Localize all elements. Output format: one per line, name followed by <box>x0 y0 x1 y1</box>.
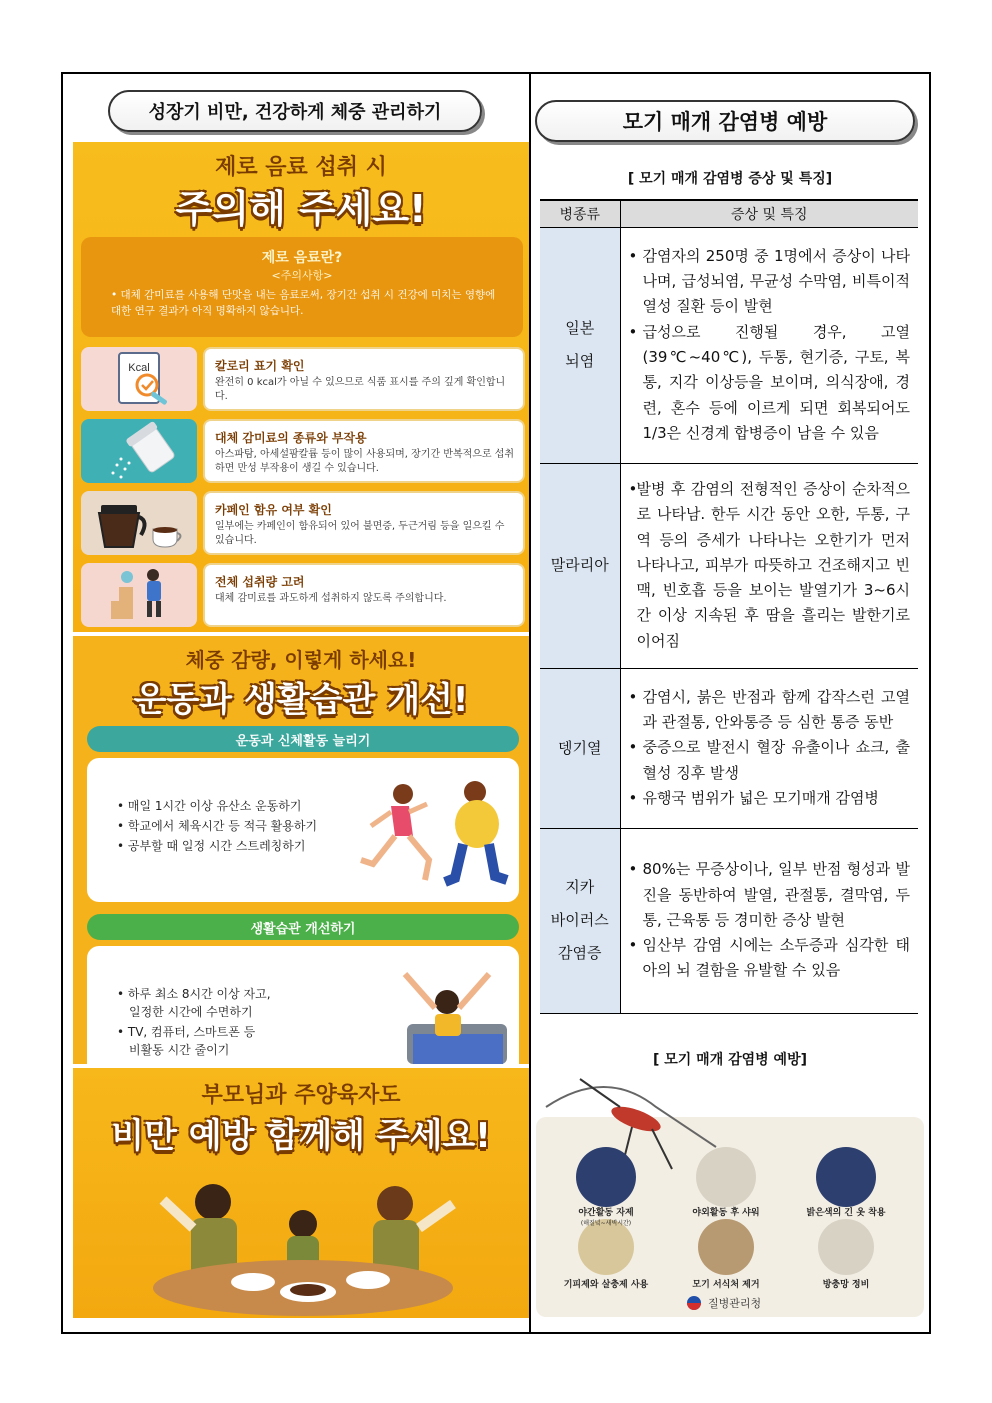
coffee-pot-icon <box>81 491 197 555</box>
stretching-kid-illustration <box>387 964 507 1064</box>
left-section-title: 성장기 비만, 건강하게 체중 관리하기 <box>108 90 482 132</box>
disease-symptoms <box>620 668 918 828</box>
lifestyle-panel <box>87 946 519 1064</box>
kcal-label-icon <box>81 347 197 411</box>
scale-person-icon <box>81 563 197 627</box>
info-title: 제로 음료란? <box>261 250 343 266</box>
agency-name: 질병관리청 <box>708 1297 762 1310</box>
disease-symptoms <box>620 463 918 668</box>
tip-body: 대체 감미료를 과도하게 섭취하지 않도록 주의합니다. <box>215 593 447 604</box>
poster2-subtitle: 체중 감량, 이렇게 하세요! <box>185 648 417 672</box>
salt-shaker-icon <box>81 419 197 483</box>
tip-heading: 카페인 함유 여부 확인 <box>215 503 332 517</box>
disease-name <box>540 463 620 668</box>
lifestyle-item: 일정한 시간에 수면하기 <box>129 1005 253 1019</box>
symptom-item: • 발병 후 감염의 전형적인 증상이 순차적으로 나타남. 한두 시간 동안 오한, 두통, 구역 등의 증세가 나타나는 오한기가 먼저 나타나고, 피부가 따뜻하고 건조해지고 빈맥, 빈호흡 등을 보이는 발열기가 3~6시간 이상 지속된 후 땀을 흘리는 발한기로 이어짐 <box>628 479 910 650</box>
disease-name-line: 감염증 <box>558 944 602 962</box>
prevention-label: 기피제와 살충제 사용 <box>563 1280 649 1290</box>
tip-card <box>203 563 525 627</box>
tip-heading: 대체 감미료의 종류와 부작용 <box>215 431 367 445</box>
symptom-item: • 감염자의 250명 중 1명에서 증상이 나타나며, 급성뇌염, 무균성 수막염, 비특이적 열성 질환 등이 발현 <box>628 246 910 316</box>
disease-name <box>540 668 620 828</box>
tip-card <box>203 491 525 555</box>
poster1-headline: 주의해 주세요! <box>175 187 427 231</box>
symptom-item: • 임산부 감염 시에는 소두증과 심각한 태아의 뇌 결함을 유발할 수 있음 <box>628 936 910 980</box>
exercise-habits-poster <box>73 636 529 1064</box>
tip-row <box>81 491 523 555</box>
symptom-item: • 감염시, 붉은 반점과 함께 갑작스런 고열과 관절통, 안와통증 등 심한 통증 동반 <box>628 687 910 732</box>
prevention-label: 모기 서식처 제거 <box>692 1280 760 1290</box>
symptom-item: • 80%는 무증상이나, 일부 반점 형성과 발진을 동반하여 발열, 관절통, 결막염, 두통, 근육통 등 경미한 증상 발현 <box>628 860 910 929</box>
tip-body: 완전히 0 kcal가 아닐 수 있으므로 식품 표시를 주의 깊게 확인합니다. <box>215 377 506 402</box>
tip-row <box>81 419 523 483</box>
disease-name-line: 뇌염 <box>565 352 595 370</box>
tip-heading: 칼로리 표기 확인 <box>215 359 305 373</box>
right-section-title: 모기 매개 감염병 예방 <box>535 100 915 142</box>
tip-card <box>203 419 525 483</box>
zero-drink-info-box <box>81 237 523 337</box>
lifestyle-section-bar: 생활습관 개선하기 <box>87 914 519 940</box>
disease-name-line: 뎅기열 <box>558 738 602 757</box>
info-body: • 대체 감미료를 사용해 단맛을 내는 음료로써, 장기간 섭취 시 건강에 미치는 영향에 대한 연구 결과가 아직 명확하지 않습니다. <box>111 289 496 317</box>
disease-name-line: 바이러스 <box>550 911 609 929</box>
exercise-item: • 공부할 때 일정 시간 스트레칭하기 <box>117 839 306 853</box>
table-row <box>540 828 918 1013</box>
poster3-headline: 비만 예방 함께해 주세요! <box>111 1116 491 1156</box>
family-meal-illustration <box>133 1164 473 1318</box>
poster1-subtitle: 제로 음료 섭취 시 <box>215 155 387 180</box>
table-row <box>540 668 918 828</box>
symptom-item: • 유행국 범위가 넓은 모기매개 감염병 <box>628 788 879 807</box>
runners-illustration <box>351 772 517 898</box>
prevention-label: 방충망 정비 <box>822 1280 870 1290</box>
column-divider <box>529 72 531 1334</box>
prevention-label: 야간활동 자제 <box>578 1208 634 1218</box>
zero-drink-poster <box>73 142 529 632</box>
disease-name-line: 말라리아 <box>550 556 609 574</box>
prevention-label: 야외활동 후 샤워 <box>692 1208 760 1218</box>
disease-name-line: 지카 <box>565 878 595 896</box>
symptom-item: • 중증으로 발전시 혈장 유출이나 쇼크, 출혈성 징후 발생 <box>628 738 910 782</box>
disease-symptoms <box>620 227 918 463</box>
header-symptoms: 증상 및 특징 <box>620 200 918 227</box>
exercise-item: • 매일 1시간 이상 유산소 운동하기 <box>117 799 302 813</box>
header-disease: 병종류 <box>540 200 620 227</box>
tip-heading: 전체 섭취량 고려 <box>215 575 305 589</box>
mosquito-prevention-illustration <box>536 1077 924 1317</box>
table-header-row <box>540 200 918 227</box>
tip-body: 일부에는 카페인이 함유되어 있어 불면증, 두근거림 등을 일으킬 수 있습니다. <box>215 521 505 546</box>
info-subtitle: <주의사항> <box>271 269 333 282</box>
svg-text:Kcal: Kcal <box>128 362 150 374</box>
tip-row <box>81 563 523 627</box>
symptom-item: • 급성으로 진행될 경우, 고열(39℃~40℃), 두통, 현기증, 구토, 복통, 지각 이상등을 보이며, 의식장애, 경련, 혼수 등에 이르게 되면 회복되어도 1/3은 신경계 합병증이 남을 수 있음 <box>628 322 910 442</box>
poster2-headline: 운동과 생활습관 개선! <box>133 680 469 720</box>
tip-row <box>81 347 523 411</box>
exercise-item: • 학교에서 체육시간 등 적극 활용하기 <box>117 819 318 833</box>
disease-table <box>540 199 918 1014</box>
lifestyle-item: • 하루 최소 8시간 이상 자고, <box>117 987 271 1001</box>
family-prevention-poster <box>73 1068 529 1318</box>
exercise-section-bar: 운동과 신체활동 늘리기 <box>87 726 519 752</box>
disease-name <box>540 227 620 463</box>
lifestyle-item: • TV, 컴퓨터, 스마트폰 등 <box>117 1025 256 1039</box>
prevention-note: (해질녘~새벽시간) <box>580 1220 632 1227</box>
disease-name-line: 일본 <box>565 319 595 337</box>
table-row <box>540 463 918 668</box>
tip-card <box>203 347 525 411</box>
table-caption: [ 모기 매개 감염병 증상 및 특징] <box>627 171 833 187</box>
disease-symptoms <box>620 828 918 1013</box>
exercise-panel <box>87 758 519 902</box>
disease-name <box>540 828 620 1013</box>
prevention-label: 밝은색의 긴 옷 착용 <box>806 1208 886 1218</box>
lifestyle-item: 비활동 시간 줄이기 <box>129 1043 230 1057</box>
prevention-caption: [ 모기 매개 감염병 예방] <box>652 1052 807 1068</box>
poster3-subtitle: 부모님과 주양육자도 <box>201 1083 401 1108</box>
tip-body: 아스파탐, 아세설팜칼륨 등이 많이 사용되며, 장기간 반복적으로 섭취하면 만성 부작용이 생길 수 있습니다. <box>215 449 515 474</box>
table-row <box>540 227 918 463</box>
